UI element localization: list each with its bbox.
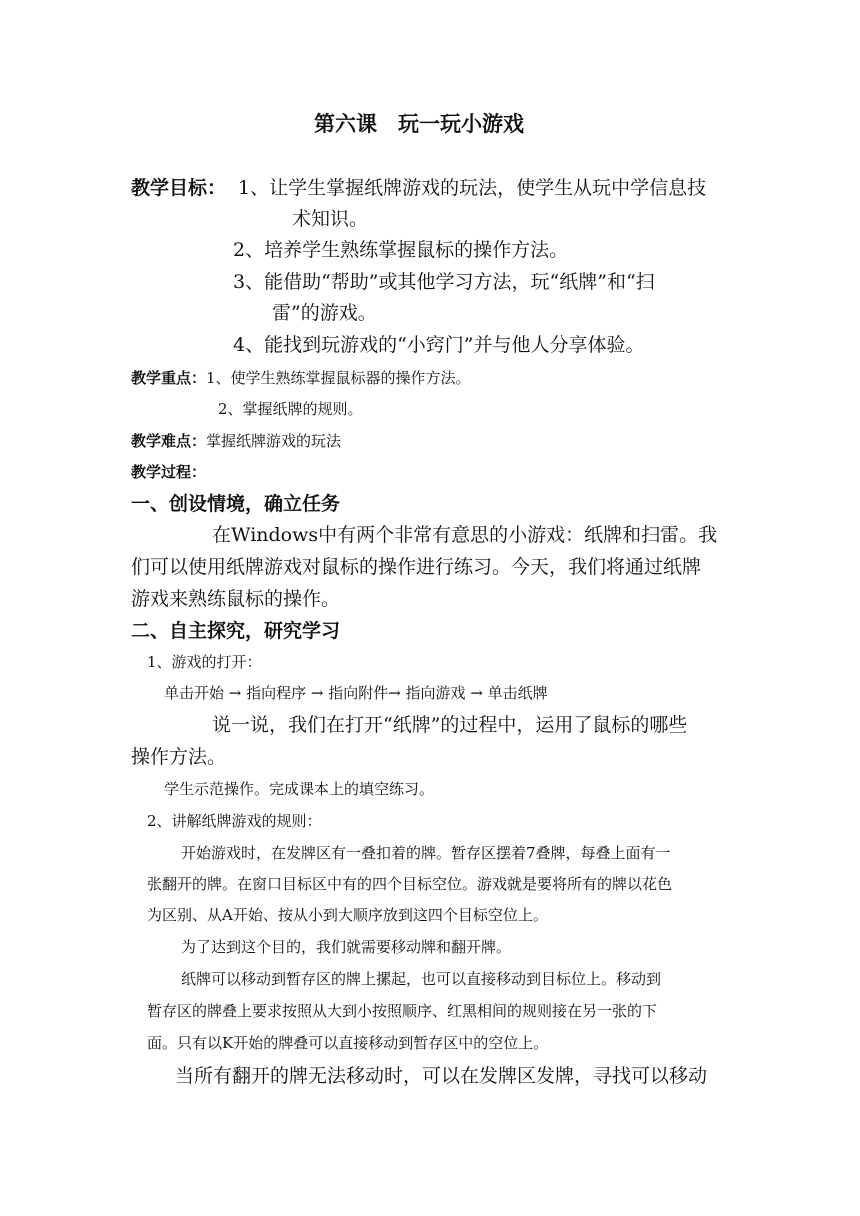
section-2-heading: 二、自主探究，研究学习: [131, 620, 341, 642]
rules-para1-line1: 开始游戏时，在发牌区有一叠扣着的牌。暂存区摆着7叠牌，每叠上面有一: [181, 844, 671, 862]
section-1-para-line2: 们可以使用纸牌游戏对鼠标的操作进行练习。今天，我们将通过纸牌: [131, 556, 702, 578]
objective-3: 3、能借助“帮助”或其他学习方法，玩“纸牌”和“扫: [233, 271, 655, 293]
discussion-line1: 说一说，我们在打开“纸牌”的过程中，运用了鼠标的哪些: [212, 714, 688, 736]
rules-para1-line3: 为区别、从A开始、按从小到大顺序放到这四个目标空位上。: [147, 906, 548, 924]
rules-para3-line2: 暂存区的牌叠上要求按照从大到小按照顺序、红黑相间的规则接在另一张的下: [147, 1002, 658, 1020]
subsection-1-title: 1、游戏的打开：: [147, 653, 262, 671]
section-1-heading: 一、创设情境，确立任务: [131, 493, 341, 515]
key-point-2: 2、掌握纸牌的规则。: [218, 400, 363, 418]
key-points-label: 教学重点：: [131, 369, 207, 387]
difficulty-label: 教学难点：: [131, 432, 207, 450]
rules-para4-line1: 当所有翻开的牌无法移动时，可以在发牌区发牌，寻找可以移动: [175, 1065, 708, 1087]
subsection-2-title: 2、讲解纸牌游戏的规则：: [147, 812, 322, 830]
objective-2: 2、培养学生熟练掌握鼠标的操作方法。: [233, 239, 569, 261]
objective-1-cont: 术知识。: [292, 208, 369, 230]
process-label: 教学过程：: [131, 463, 207, 481]
page-title: 第六课 玩一玩小游戏: [314, 111, 524, 136]
objective-3-cont: 雷”的游戏。: [272, 302, 377, 324]
section-1-para-line1: 在Windows中有两个非常有意思的小游戏：纸牌和扫雷。我: [212, 524, 718, 546]
rules-para3-line3: 面。只有以K开始的牌叠可以直接移动到暂存区中的空位上。: [147, 1034, 549, 1052]
objectives-label: 教学目标：: [131, 177, 227, 199]
difficulty-text: 掌握纸牌游戏的玩法: [206, 432, 342, 450]
rules-para3-line1: 纸牌可以移动到暂存区的牌上摞起，也可以直接移动到目标位上。移动到: [181, 970, 662, 988]
key-point-1: 1、使学生熟练掌握鼠标器的操作方法。: [206, 369, 471, 387]
section-1-para-line3: 游戏来熟练鼠标的操作。: [131, 588, 341, 610]
objective-1: 1、让学生掌握纸牌游戏的玩法，使学生从玩中学信息技: [238, 177, 707, 199]
rules-para2: 为了达到这个目的，我们就需要移动牌和翻开牌。: [181, 938, 512, 956]
discussion-line2: 操作方法。: [131, 746, 227, 768]
demo-text: 学生示范操作。完成课本上的填空练习。: [164, 780, 435, 798]
rules-para1-line2: 张翻开的牌。在窗口目标区中有的四个目标空位。游戏就是要将所有的牌以花色: [147, 875, 673, 893]
objective-4: 4、能找到玩游戏的“小窍门”并与他人分享体验。: [233, 334, 645, 356]
open-steps: 单击开始 → 指向程序 → 指向附件→ 指向游戏 → 单击纸牌: [164, 684, 548, 702]
